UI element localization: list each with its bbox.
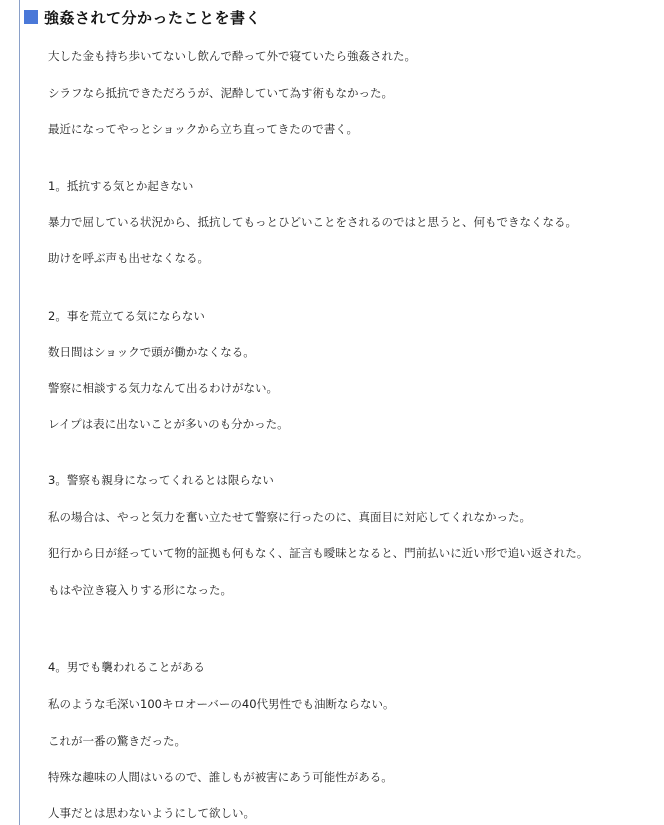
section-heading: 4。男でも襲われることがある <box>48 660 205 674</box>
body-line: 人事だとは思わないようにして欲しい。 <box>48 806 255 820</box>
body-line: 特殊な趣味の人間はいるので、誰しもが被害にあう可能性がある。 <box>48 770 393 784</box>
body-line: 私のような毛深い100キロオーバーの40代男性でも油断ならない。 <box>48 697 395 711</box>
body-line: 最近になってやっとショックから立ち直ってきたので書く。 <box>48 122 359 136</box>
section-heading: 2。事を荒立てる気にならない <box>48 309 205 323</box>
title-marker-icon <box>24 10 38 24</box>
body-line: 数日間はショックで頭が働かなくなる。 <box>48 345 255 359</box>
body-line: もはや泣き寝入りする形になった。 <box>48 583 232 597</box>
body-line: 警察に相談する気力なんて出るわけがない。 <box>48 381 278 395</box>
entry-title[interactable]: 強姦されて分かったことを書く <box>44 8 262 27</box>
body-line: これが一番の驚きだった。 <box>48 734 186 748</box>
body-line: 大した金も持ち歩いてないし飲んで酔って外で寝ていたら強姦された。 <box>48 49 416 63</box>
body-line: 犯行から日が経っていて物的証拠も何もなく、証言も曖昧となると、門前払いに近い形で追い返された。 <box>48 546 589 560</box>
left-border-rule <box>19 0 20 825</box>
section-heading: 1。抵抗する気とか起きない <box>48 179 194 193</box>
body-line: 暴力で屈している状況から、抵抗してもっとひどいことをされるのではと思うと、何もできなくなる。 <box>48 215 577 229</box>
section-heading: 3。警察も親身になってくれるとは限らない <box>48 473 274 487</box>
body-line: 助けを呼ぶ声も出せなくなる。 <box>48 251 209 265</box>
body-line: レイプは表に出ないことが多いのも分かった。 <box>48 417 289 431</box>
body-line: 私の場合は、やっと気力を奮い立たせて警察に行ったのに、真面目に対応してくれなかった。 <box>48 510 531 524</box>
entry-title-row <box>24 4 261 30</box>
body-line: シラフなら抵抗できただろうが、泥酔していて為す術もなかった。 <box>48 86 393 100</box>
